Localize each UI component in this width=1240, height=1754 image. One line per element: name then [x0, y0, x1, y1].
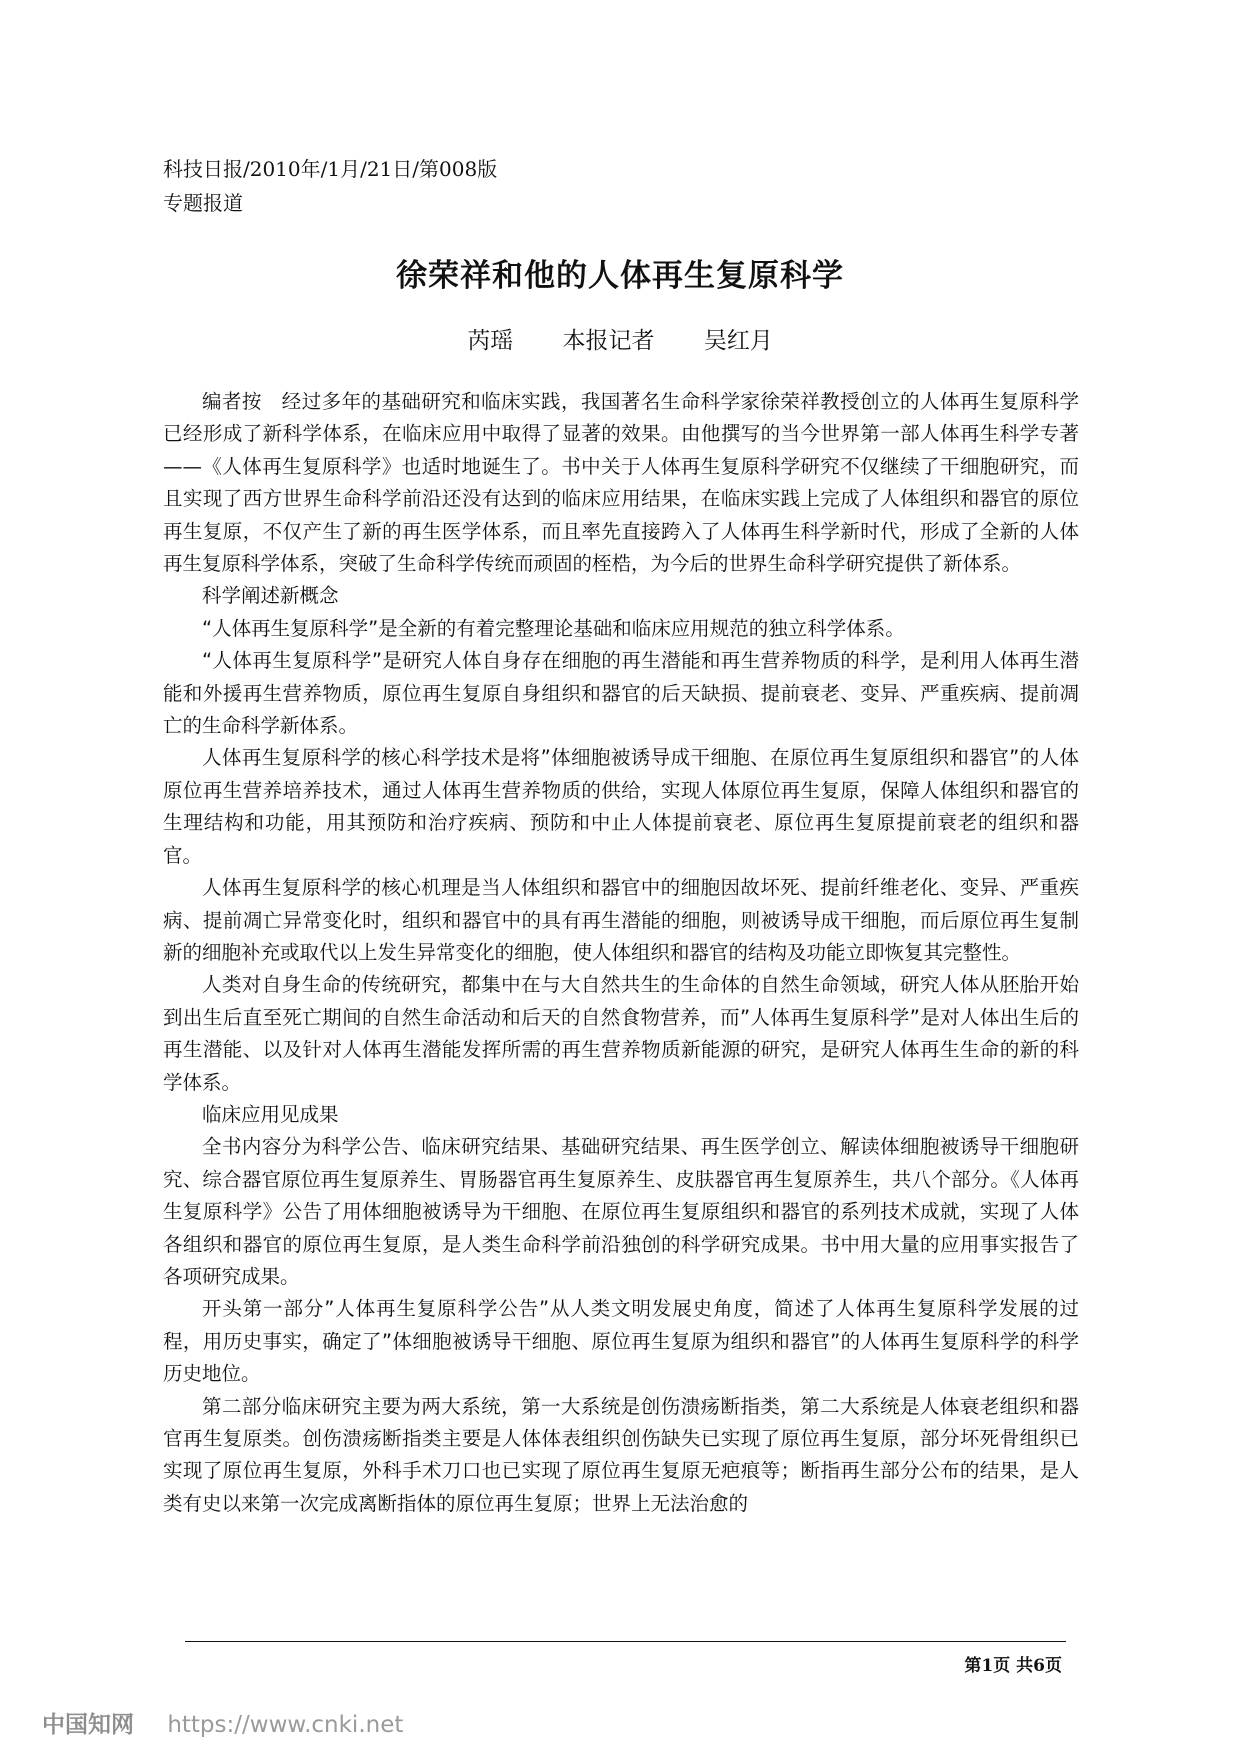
source-line-publication: 科技日报/2010年/1月/21日/第008版 [163, 157, 498, 181]
author-3: 吴红月 [703, 328, 773, 354]
author-2: 本报记者 [562, 328, 655, 354]
article-body [163, 386, 1079, 1520]
article-title: 徐荣祥和他的人体再生复原科学 [396, 258, 844, 294]
paragraph: 人体再生复原科学的核心科学技术是将”体细胞被诱导成干细胞、在原位再生复原组织和器官”的人体原位再生营养培养技术，通过人体再生营养物质的供给，实现人体原位再生复原，保障人体组织和器官的生理结构和功能，用其预防和治疗疾病、预防和中止人体提前衰老、原位再生复原提前衰老的组织和器官。 [163, 746, 1079, 867]
article-authors [0, 322, 1240, 355]
paragraph-editor-note: 编者按 经过多年的基础研究和临床实践，我国著名生命科学家徐荣祥教授创立的人体再生复原科学已经形成了新科学体系，在临床应用中取得了显著的效果。由他撰写的当今世界第一部人体再生科学专著——《人体再生复原科学》也适时地诞生了。书中关于人体再生复原科学研究不仅继续了干细胞研究，而且实现了西方世界生命科学前沿还没有达到的临床应用结果，在临床实践上完成了人体组织和器官的原位再生复原，不仅产生了新的再生医学体系，而且率先直接跨入了人体再生科学新时代，形成了全新的人体再生复原科学体系，突破了生命科学传统而顽固的桎梏，为今后的世界生命科学研究提供了新体系。 [163, 390, 1079, 576]
paragraph: 人体再生复原科学的核心机理是当人体组织和器官中的细胞因故坏死、提前纤维老化、变异、严重疾病、提前凋亡异常变化时，组织和器官中的具有再生潜能的细胞，则被诱导成干细胞，而后原位再生复制新的细胞补充或取代以上发生异常变化的细胞，使人体组织和器官的结构及功能立即恢复其完整性。 [163, 876, 1079, 964]
footer-divider [185, 1641, 1066, 1642]
cnki-url: https://www.cnki.net [167, 1712, 404, 1738]
paragraph: “人体再生复原科学”是全新的有着完整理论基础和临床应用规范的独立科学体系。 [202, 616, 905, 640]
paragraph: 全书内容分为科学公告、临床研究结果、基础研究结果、再生医学创立、解读体细胞被诱导干细胞研究、综合器官原位再生复原养生、胃肠器官再生复原养生、皮肤器官再生复原养生，共八个部分。《人体再生复原科学》公告了用体细胞被诱导为干细胞、在原位再生复原组织和器官的系列技术成就，实现了人体各组织和器官的原位再生复原，是人类生命科学前沿独创的科学研究成果。书中用大量的应用事实报告了各项研究成果。 [163, 1135, 1079, 1288]
source-line-section: 专题报道 [163, 191, 243, 215]
cnki-logo: 中国知网 [42, 1712, 134, 1738]
paragraph: 人类对自身生命的传统研究，都集中在与大自然共生的生命体的自然生命领域，研究人体从胚胎开始到出生后直至死亡期间的自然生命活动和后天的自然食物营养，而”人体再生复原科学”是对人体出生后的再生潜能、以及针对人体再生潜能发挥所需的再生营养物质新能源的研究，是研究人体再生生命的新的科学体系。 [163, 973, 1079, 1094]
section-heading: 科学阐述新概念 [202, 584, 339, 608]
source-citation [163, 152, 497, 220]
cnki-watermark [42, 1706, 403, 1739]
section-heading: 临床应用见成果 [202, 1102, 339, 1126]
paragraph: 第二部分临床研究主要为两大系统，第一大系统是创伤溃疡断指类，第二大系统是人体衰老组织和器官再生复原类。创伤溃疡断指类主要是人体体表组织创伤缺失已实现了原位再生复原，部分坏死骨组织已实现了原位再生复原，外科手术刀口也已实现了原位再生复原无疤痕等；断指再生部分公布的结果，是人类有史以来第一次完成离断指体的原位再生复原；世界上无法治愈的 [163, 1394, 1079, 1515]
paragraph: “人体再生复原科学”是研究人体自身存在细胞的再生潜能和再生营养物质的科学，是利用人体再生潜能和外援再生营养物质，原位再生复原自身组织和器官的后天缺损、提前衰老、变异、严重疾病、提前凋亡的生命科学新体系。 [163, 649, 1079, 738]
paragraph: 开头第一部分”人体再生复原科学公告”从人类文明发展史角度，简述了人体再生复原科学发展的过程，用历史事实，确定了”体细胞被诱导干细胞、原位再生复原为组织和器官”的人体再生复原科学的科学历史地位。 [163, 1297, 1079, 1386]
page-number: 第1页 共6页 [964, 1656, 1062, 1676]
author-1: 芮瑶 [467, 328, 514, 354]
